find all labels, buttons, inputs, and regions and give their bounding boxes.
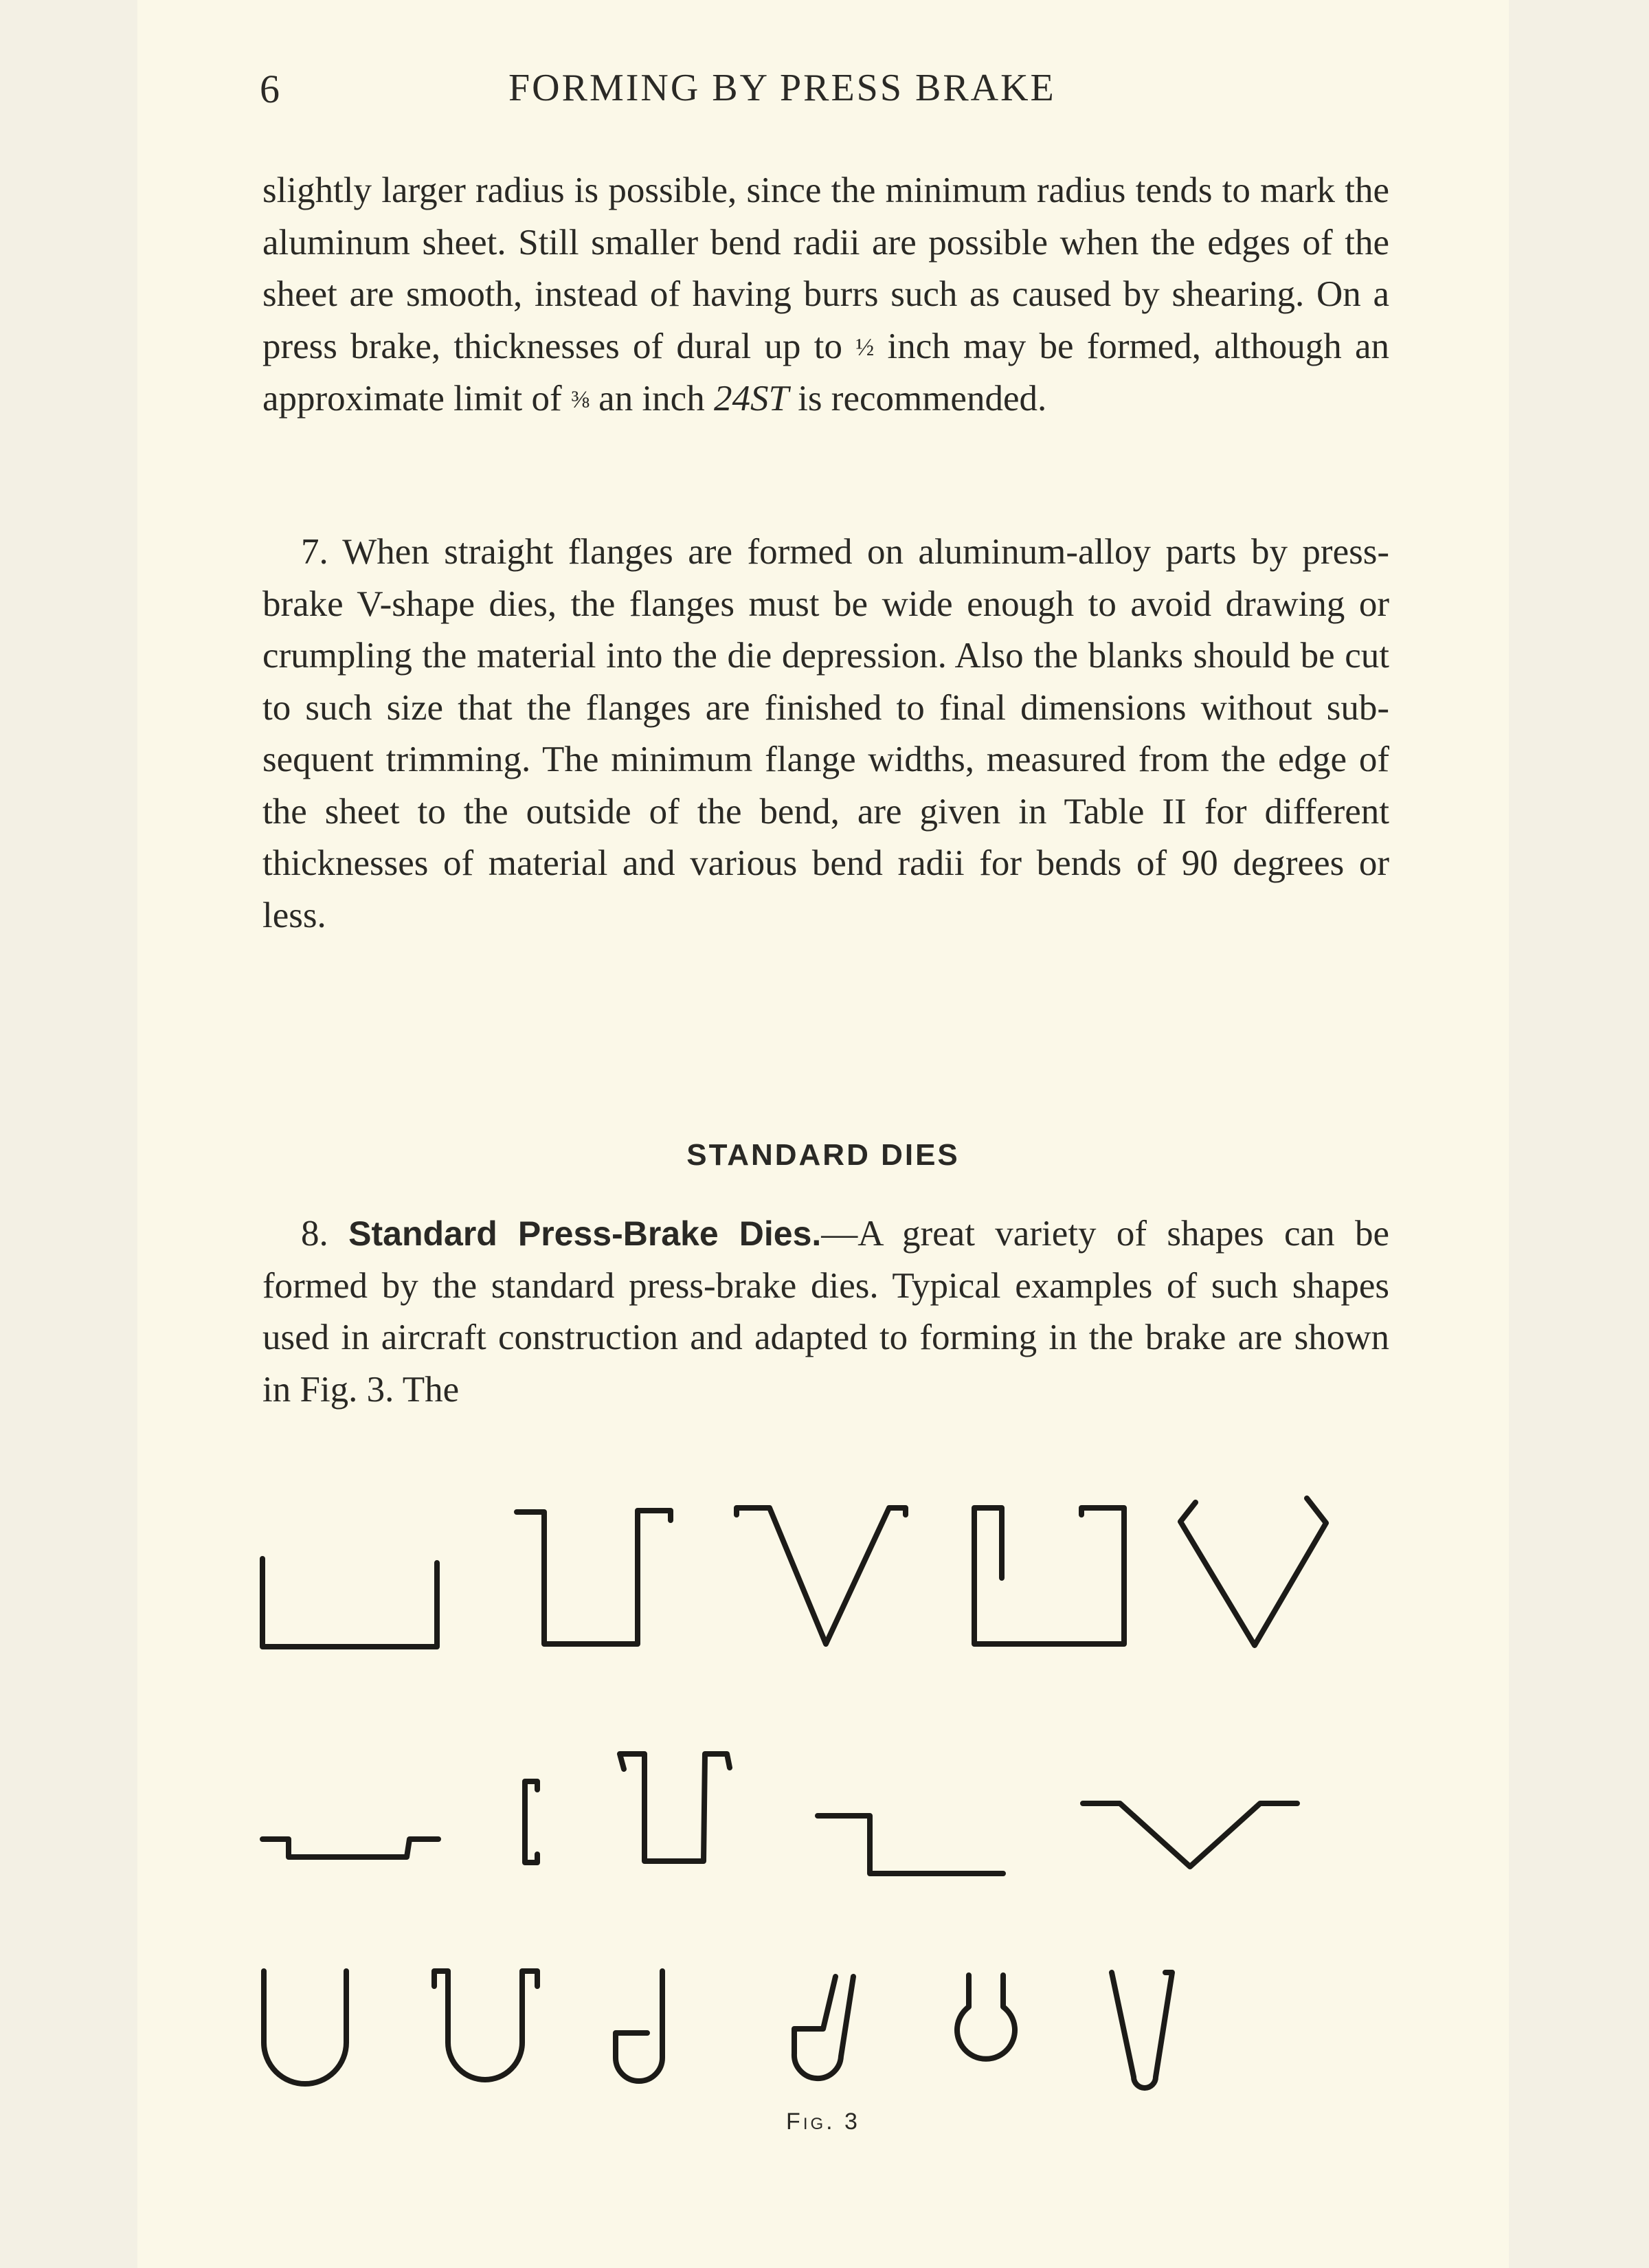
para1-text-a: slightly larger radius is possible, since the minimum radius tends to mark the aluminum sheet. Still smaller bend radii are possible when the edges of the sheet are smooth, instead of having burrs such as caused by shearing. On a press brake, thicknesses of dural up to — [262, 170, 1389, 366]
section-heading: STANDARD DIES — [686, 1138, 960, 1172]
paragraph-number: 7. — [301, 532, 328, 572]
shallow-channel-shape — [262, 1559, 437, 1647]
figure-3 — [137, 1443, 1509, 2131]
paragraph-7-text: When straight flanges are formed on aluminum-alloy parts by press-brake V-shape dies, the flanges must be wide enough to avoid drawing or crumpling the material into the die depression. Also the blanks should be cut to such size that the flanges are finished to final dimensions without sub-sequent trimming. The minimum flange widths, measured from the edge of the sheet to the outside of the bend, are given in Table II for different thicknesses of material and various bend radii for bends of 90 degrees or less. — [262, 532, 1390, 935]
book-page — [137, 0, 1509, 2268]
paragraph-8-text: —A great variety of shapes can be formed by the standard press-brake dies. Typical examples of such shapes used in aircraft construction and adapted to forming in the brake are shown in Fig. 3. The — [262, 1214, 1389, 1410]
paragraph-8 — [262, 1208, 1389, 1416]
figure-caption: Fig. 3 — [786, 2109, 860, 2135]
para1-text-d: is recommended. — [788, 379, 1047, 419]
z-section-shape — [818, 1816, 1003, 1874]
page-number: 6 — [260, 67, 280, 111]
alloy-spec: 24ST — [713, 379, 789, 419]
tapered-u-bend-shape — [1112, 1972, 1172, 2088]
paragraph-number: 8. — [301, 1214, 328, 1254]
hat-section-shape — [262, 1839, 438, 1857]
v-bend-shape — [737, 1508, 906, 1644]
bracket-section-shape — [525, 1781, 537, 1863]
u-bend-shape — [264, 1971, 346, 2084]
paragraph-8-title: Standard Press-Brake Dies. — [348, 1214, 822, 1253]
open-v-shape — [1180, 1498, 1326, 1645]
wide-v-flanges-shape — [1083, 1803, 1297, 1867]
fraction-three-eighths: ⅜ — [570, 386, 590, 413]
offset-j-bend-shape — [794, 1977, 853, 2078]
lipped-channel-shape — [620, 1754, 730, 1861]
u-bend-lips-shape — [434, 1971, 537, 2080]
teardrop-bend-shape — [957, 1975, 1015, 2059]
fraction-half: ½ — [855, 333, 875, 361]
para1-text-c: an inch — [589, 379, 714, 419]
j-bend-shape — [616, 1971, 662, 2081]
para1-text-b: inch may be formed, although an approximate limit of — [262, 326, 1389, 419]
running-title: FORMING BY PRESS BRAKE — [508, 67, 1056, 109]
box-channel-shape — [974, 1508, 1124, 1644]
die-shapes-illustration — [137, 1443, 1509, 2131]
hooked-channel-shape — [517, 1511, 671, 1644]
paragraph-7 — [262, 526, 1389, 942]
paragraph-continued — [262, 165, 1389, 426]
running-head — [137, 66, 1509, 121]
